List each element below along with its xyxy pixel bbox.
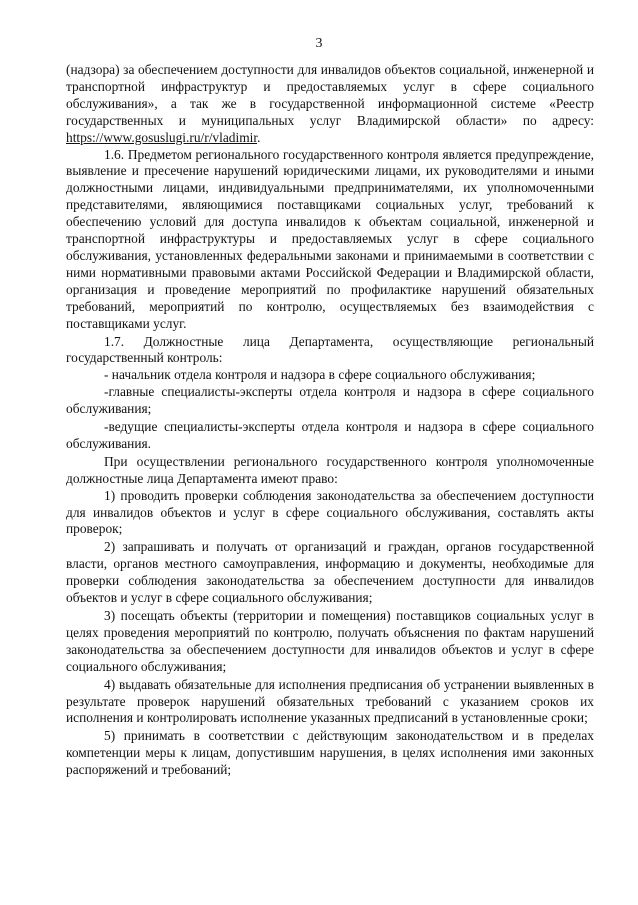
paragraph-1-6-subject: 1.6. Предметом регионального государственного контроля является предупреждение, выявление и пресечение нарушений юридическими лицами, их руководителями и иными должностными лицами, индивидуальными предпринимателями, их уполномоченными представителями, являющимися поставщиками социальных услуг, требований к обеспечению условий для доступа инвалидов к объектам социальной, инженерной и транспортной инфраструктуры и предоставляемых услуг в сфере социального обслуживания, установленных федеральными законами и принимаемыми в соответствии с ними нормативными правовыми актами Российской Федерации и Владимирской области, организация и проведение мероприятий по профилактике нарушений обязательных требований, мероприятий по контролю, осуществляемых без взаимодействия с поставщиками услуг. bbox=[66, 146, 594, 331]
right-item-5: 5) принимать в соответствии с действующим законодательством и в пределах компетенции меры к лицам, допустившим нарушения, в целях исполнения ими законных распоряжений и требований; bbox=[66, 728, 594, 778]
right-item-4: 4) выдавать обязательные для исполнения предписания об устранении выявленных в результате проверок нарушений обязательных требований с указанием сроков их исполнения и контролировать исполнение указанных предписаний в установленные сроки; bbox=[66, 676, 594, 726]
paragraph-text-end: . bbox=[257, 129, 261, 145]
document-body bbox=[66, 62, 594, 779]
paragraph-1-7-officials: 1.7. Должностные лица Департамента, осуществляющие региональный государственный контроль: bbox=[66, 333, 594, 366]
list-item-leading-specialists: -ведущие специалисты-эксперты отдела контроля и надзора в сфере социального обслуживания. bbox=[66, 419, 594, 451]
list-item-chief-specialists: -главные специалисты-эксперты отдела контроля и надзора в сфере социального обслуживания; bbox=[66, 384, 594, 417]
paragraph-rights-intro: При осуществлении регионального государственного контроля уполномоченные должностные лица Департамента имеют право: bbox=[66, 453, 594, 486]
right-item-3: 3) посещать объекты (территории и помещения) поставщиков социальных услуг в целях проведения мероприятий по контролю, получать объяснения по фактам нарушений законодательства за обеспечением доступности для инвалидов объектов и услуг в сфере социального обслуживания; bbox=[66, 608, 594, 674]
gosuslugi-link[interactable]: https://www.gosuslugi.ru/r/vladimir bbox=[66, 129, 258, 145]
page-number: 3 bbox=[315, 36, 323, 51]
right-item-1: 1) проводить проверки соблюдения законодательства за обеспечением доступности для инвалидов объектов и услуг в сфере социального обслуживания, составлять акты проверок; bbox=[66, 487, 594, 537]
right-item-2: 2) запрашивать и получать от организаций и граждан, органов государственной власти, органов местного самоуправления, информацию и документы, необходимые для проверки соблюдения законодательства за обеспечением доступности для инвалидов объектов и услуг в сфере социального обслуживания; bbox=[66, 539, 594, 606]
paragraph-supervision-registry bbox=[66, 62, 594, 147]
list-item-head-of-department: - начальник отдела контроля и надзора в сфере социального обслуживания; bbox=[104, 367, 536, 383]
paragraph-text: (надзора) за обеспечением доступности для инвалидов объектов социальной, инженерной и транспортной инфраструктур и предоставляемых услуг в сфере социального обслуживания», а так же в государственной информационной системе «Реестр государственных и муниципальных услуг Владимирской области» по адресу: bbox=[66, 62, 594, 128]
